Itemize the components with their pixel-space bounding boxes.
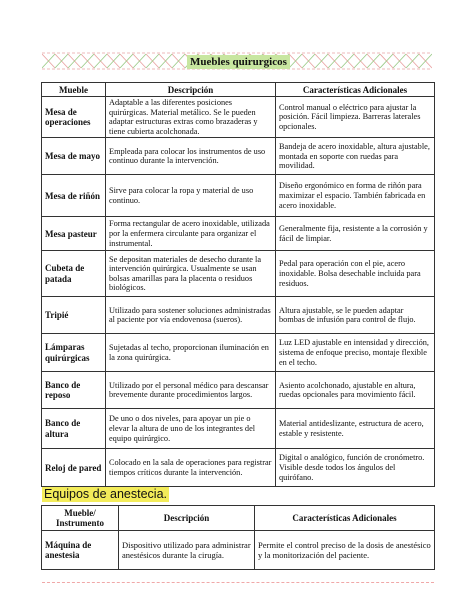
section-title-anestesia: Equipos de anestecia.	[44, 487, 168, 501]
cell-caracteristicas: Control manual o eléctrico para ajustar la posición. Fácil limpieza. Barreras laterales opcionales.	[276, 97, 435, 138]
cell-mueble: Banco de altura	[42, 409, 106, 449]
cell-caracteristicas: Asiento acolchonado, ajustable en altura, ruedas opcionales para movimiento fácil.	[276, 372, 435, 409]
cell-mueble: Tripié	[42, 297, 106, 334]
cell-mueble: Mesa de mayo	[42, 138, 106, 175]
table-row	[42, 449, 435, 487]
cell-caracteristicas: Altura ajustable, se le pueden adaptar bombas de infusión para control de flujo.	[276, 297, 435, 334]
column-header-descripcion: Descripción	[119, 506, 255, 531]
table-row	[42, 217, 435, 251]
column-header-caracteristicas: Características Adicionales	[255, 506, 435, 531]
cell-descripcion: Utilizado por el personal médico para descansar brevemente durante procedimientos largos.	[106, 372, 276, 409]
cell-descripcion: Sirve para colocar la ropa y material de uso continuo.	[106, 175, 276, 217]
cell-mueble: Mesa pasteur	[42, 217, 106, 251]
cell-descripcion: Colocado en la sala de operaciones para registrar tiempos críticos durante la intervención.	[106, 449, 276, 487]
table-header-row	[42, 83, 435, 97]
cell-caracteristicas: Generalmente fija, resistente a la corrosión y fácil de limpiar.	[276, 217, 435, 251]
table-row	[42, 175, 435, 217]
table-row	[42, 97, 435, 138]
cell-caracteristicas: Diseño ergonómico en forma de riñón para maximizar el espacio. También fabricada en acero inoxidable.	[276, 175, 435, 217]
column-header-caracteristicas: Características Adicionales	[276, 83, 435, 97]
cell-mueble: Mesa de riñón	[42, 175, 106, 217]
cell-caracteristicas: Luz LED ajustable en intensidad y dirección, sistema de enfoque preciso, montaje flexible en el techo.	[276, 334, 435, 372]
table-row	[42, 251, 435, 297]
table-row	[42, 334, 435, 372]
table-row	[42, 409, 435, 449]
cell-mueble: Banco de reposo	[42, 372, 106, 409]
cell-descripcion: Se depositan materiales de desecho durante la intervención quirúrgica. Usualmente se usan bolsas amarillas para la placenta o residuos biológicos.	[106, 251, 276, 297]
cell-mueble: Mesa de operaciones	[42, 97, 106, 138]
column-header-mueble: Mueble/ Instrumento	[42, 506, 119, 531]
cell-descripcion: Empleada para colocar los instrumentos de uso continuo durante la intervención.	[106, 138, 276, 175]
table-header-row	[42, 506, 435, 531]
furniture-table	[41, 82, 435, 487]
cell-mueble: Reloj de pared	[42, 449, 106, 487]
cell-descripcion: Adaptable a las diferentes posiciones quirúrgicas. Material metálico. Se le pueden adaptar estructuras extras como brazaderas y tiene cubierta acolchonada.	[106, 97, 276, 138]
cell-caracteristicas: Permite el control preciso de la dosis de anestésico y la monitorización del paciente.	[255, 531, 435, 570]
column-header-descripcion: Descripción	[106, 83, 276, 97]
cell-descripcion: Sujetadas al techo, proporcionan iluminación en la zona quirúrgica.	[106, 334, 276, 372]
cell-descripcion: Dispositivo utilizado para administrar anestésicos durante la cirugía.	[119, 531, 255, 570]
anesthesia-table	[41, 505, 435, 570]
page-bottom-divider	[42, 582, 434, 583]
cell-descripcion: Forma rectangular de acero inoxidable, utilizada por la enfermera circulante para organizar el instrumental.	[106, 217, 276, 251]
cell-mueble: Lámparas quirúrgicas	[42, 334, 106, 372]
cell-descripcion: De uno o dos niveles, para apoyar un pie o elevar la altura de uno de los integrantes del equipo quirúrgico.	[106, 409, 276, 449]
cell-caracteristicas: Pedal para operación con el pie, acero inoxidable. Bolsa desechable incluida para residuos.	[276, 251, 435, 297]
page-title: Muebles quirurgicos	[187, 55, 290, 69]
cell-descripcion: Utilizado para sostener soluciones administradas al paciente por vía endovenosa (sueros).	[106, 297, 276, 334]
cell-caracteristicas: Digital o analógico, función de cronómetro. Visible desde todos los ángulos del quirófano.	[276, 449, 435, 487]
table-row	[42, 531, 435, 570]
cell-caracteristicas: Material antideslizante, estructura de acero, estable y resistente.	[276, 409, 435, 449]
table-row	[42, 372, 435, 409]
table-row	[42, 138, 435, 175]
cell-mueble: Máquina de anestesia	[42, 531, 119, 570]
cell-mueble: Cubeta de patada	[42, 251, 106, 297]
column-header-mueble: Mueble	[42, 83, 106, 97]
table-row	[42, 297, 435, 334]
cell-caracteristicas: Bandeja de acero inoxidable, altura ajustable, montada en soporte con ruedas para movilidad.	[276, 138, 435, 175]
